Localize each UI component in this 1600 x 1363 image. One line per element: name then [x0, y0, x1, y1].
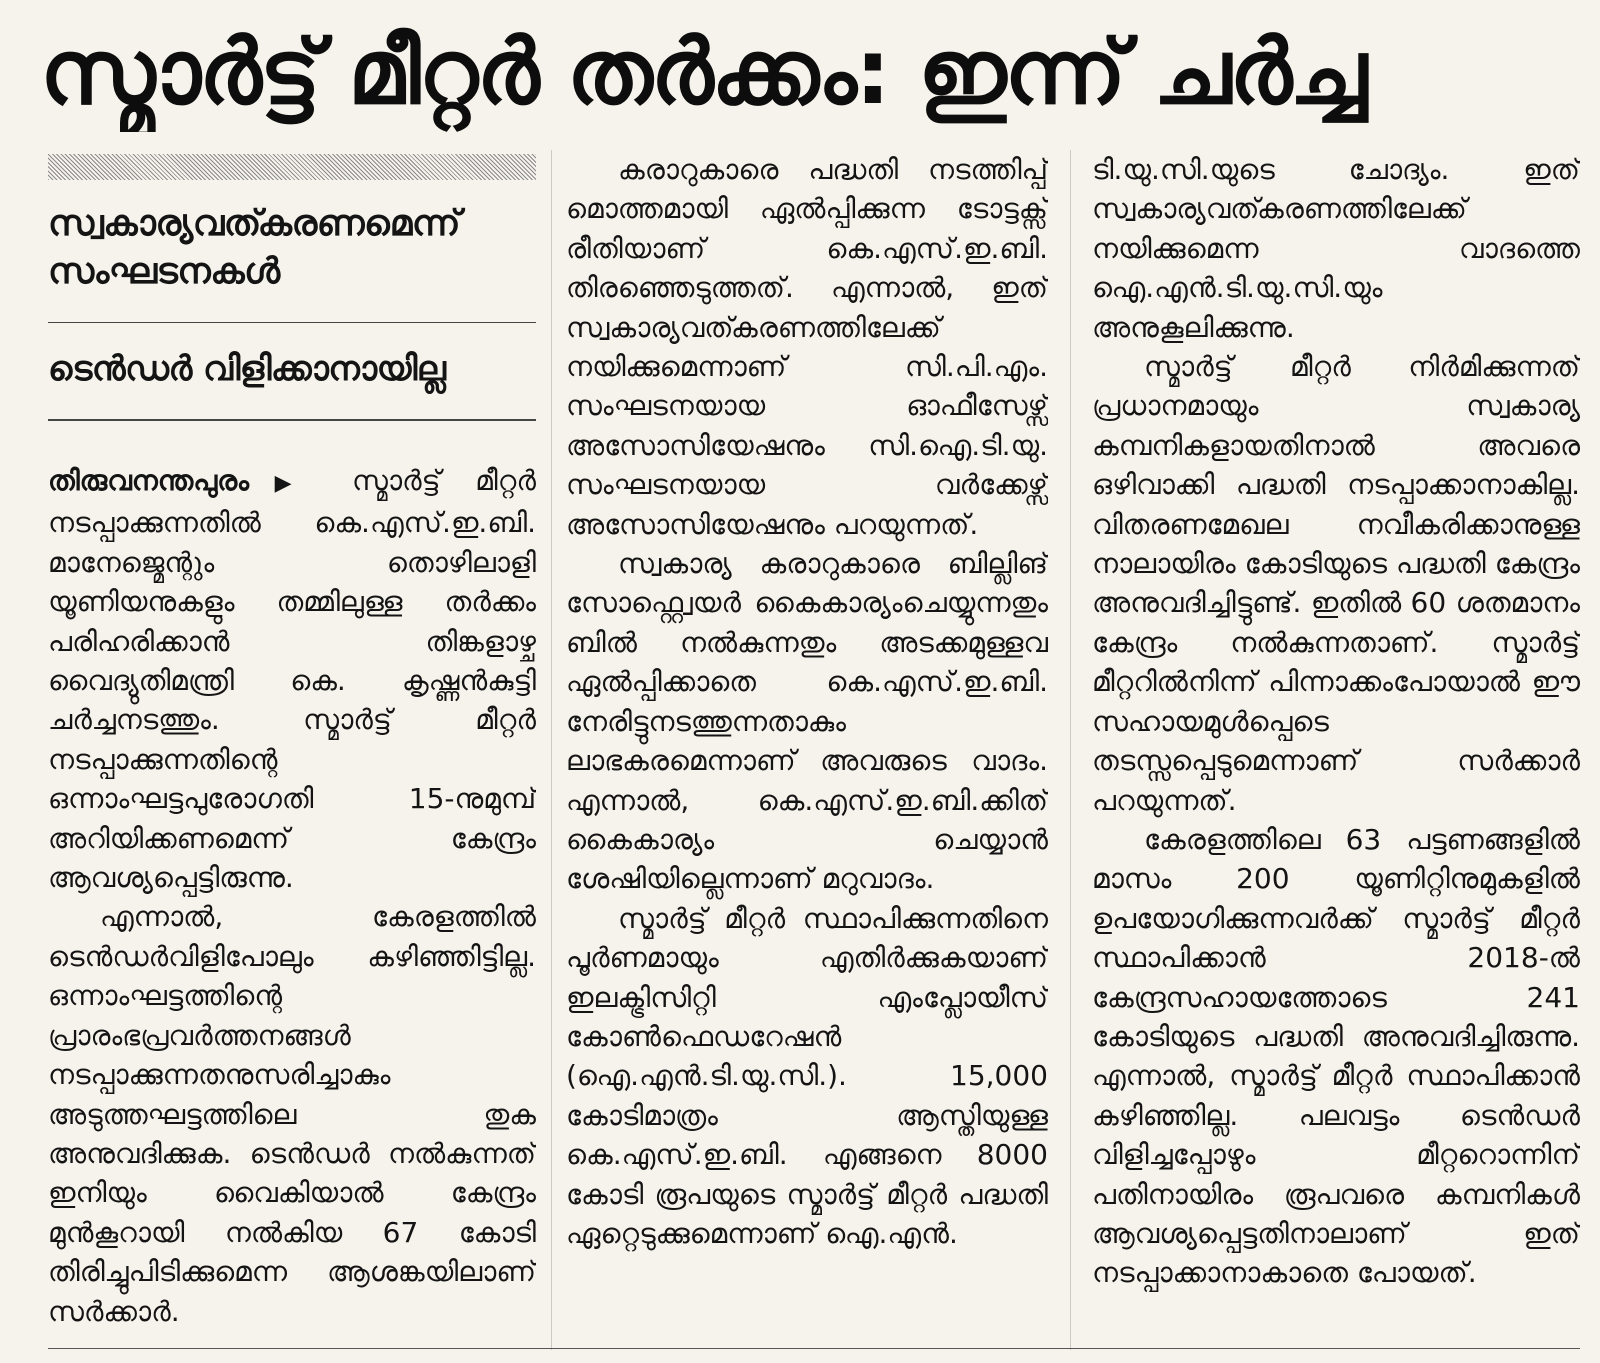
- article-column-1: [48, 150, 536, 1350]
- paragraph-text: സ്മാർട്ട് മീറ്റർ നടപ്പാക്കുന്നതിൽ കെ.എസ്.ഇ.ബി. മാനേജ്മെന്റും തൊഴിലാളി യൂണിയനുകളും തമ്മിലുള്ള തർക്കം പരിഹരിക്കാൻ തിങ്കളാഴ്ച വൈദ്യുതിമന്ത്രി കെ. കൃഷ്ണൻകുട്ടി ചർച്ചനടത്തും. സ്മാർട്ട് മീറ്റർ നടപ്പാക്കുന്നതിന്റെ ഒന്നാംഘട്ടപുരോഗതി 15-നുമുമ്പ് അറിയിക്കണമെന്ന് കേന്ദ്രം ആവശ്യപ്പെട്ടിരുന്നു.: [48, 464, 536, 895]
- article-column-2: [566, 150, 1048, 1350]
- article-paragraph: സ്മാർട്ട് മീറ്റർ നിർമിക്കുന്നത് പ്രധാനമായും സ്വകാര്യ കമ്പനികളായതിനാൽ അവരെ ഒഴിവാക്കി പദ്ധതി നടപ്പാക്കാനാകില്ല. വിതരണമേഖല നവീകരിക്കാനുള്ള നാലായിരം കോടിയുടെ പദ്ധതി കേന്ദ്രം അനുവദിച്ചിട്ടുണ്ട്. ഇതിൽ 60 ശതമാനം കേന്ദ്രം നൽകുന്നതാണ്. സ്മാർട്ട് മീറ്ററിൽനിന്ന് പിന്നാക്കംപോയാൽ ഈ സഹായമുൾപ്പെടെ തടസ്സപ്പെടുമെന്നാണ് സർക്കാർ പറയുന്നത്.: [1092, 350, 1580, 817]
- headline: സ്മാർട്ട് മീറ്റർ തർക്കം: ഇന്ന് ചർച്ച: [40, 20, 1366, 125]
- shaded-separator: [48, 154, 536, 180]
- subheadline-tender: ടെൻഡർ വിളിക്കാനായില്ല: [48, 349, 446, 389]
- column-divider: [1070, 150, 1071, 1350]
- article-paragraph: സ്മാർട്ട് മീറ്റർ സ്ഥാപിക്കുന്നതിനെ പൂർണമായും എതിർക്കുകയാണ് ഇലക്ട്രിസിറ്റി എംപ്ലോയീസ് കോൺഫെഡറേഷൻ (ഐ.എൻ.ടി.യു.സി.). 15,000 കോടിമാത്രം ആസ്തിയുള്ള കെ.എസ്.ഇ.ബി. എങ്ങനെ 8000 കോടി രൂപയുടെ സ്മാർട്ട് മീറ്റർ പദ്ധതി ഏറ്റെടുക്കുമെന്നാണ് ഐ.എൻ.: [566, 901, 1048, 1250]
- divider: [48, 322, 536, 323]
- column-divider: [551, 150, 552, 1350]
- dateline: തിരുവനന്തപുരം: [48, 464, 249, 497]
- subheadline-privatization: സ്വകാര്യവത്കരണമെന്ന് സംഘടനകൾ: [48, 203, 460, 292]
- article-column-3: [1092, 150, 1580, 1350]
- article-paragraph: കേരളത്തിലെ 63 പട്ടണങ്ങളിൽ മാസം 200 യൂണിറ്റിനുമുകളിൽ ഉപയോഗിക്കുന്നവർക്ക് സ്മാർട്ട് മീറ്റർ സ്ഥാപിക്കാൻ 2018-ൽ കേന്ദ്രസഹായത്തോടെ 241 കോടിയുടെ പദ്ധതി അനുവദിച്ചിരുന്നു. എന്നാൽ, സ്മാർട്ട് മീറ്റർ സ്ഥാപിക്കാൻ കഴിഞ്ഞില്ല. പലവട്ടം ടെൻഡർ വിളിച്ചപ്പോഴും മീറ്ററൊന്നിന് പതിനായിരം രൂപവരെ കമ്പനികൾ ആവശ്യപ്പെട്ടതിനാലാണ് ഇത് നടപ്പാക്കാനാകാതെ പോയത്.: [1092, 822, 1580, 1290]
- divider: [48, 419, 536, 421]
- article-paragraph: സ്വകാര്യ കരാറുകാരെ ബില്ലിങ് സോഫ്റ്റ്വെയർ കൈകാര്യംചെയ്യുന്നതും ബിൽ നൽകുന്നതും അടക്കമുള്ളവ ഏൽപ്പിക്കാതെ കെ.എസ്.ഇ.ബി. നേരിട്ടുനടത്തുന്നതാകും ലാഭകരമെന്നാണ് അവരുടെ വാദം. എന്നാൽ, കെ.എസ്.ഇ.ബി.ക്കിത് കൈകാര്യം ചെയ്യാൻ ശേഷിയില്ലെന്നാണ് മറുവാദം.: [566, 547, 1048, 896]
- article-paragraph: എന്നാൽ, കേരളത്തിൽ ടെൻഡർവിളിപോലും കഴിഞ്ഞിട്ടില്ല. ഒന്നാംഘട്ടത്തിന്റെ പ്രാരംഭപ്രവർത്തനങ്ങൾ നടപ്പാക്കുന്നതനുസരിച്ചാകും അടുത്തഘട്ടത്തിലെ തുക അനുവദിക്കുക. ടെൻഡർ നൽകുന്നത് ഇനിയും വൈകിയാൽ കേന്ദ്രം മുൻകൂറായി നൽകിയ 67 കോടി തിരിച്ചുപിടിക്കുമെന്ന ആശങ്കയിലാണ് സർക്കാർ.: [48, 900, 536, 1328]
- dateline-arrow-icon: ▶: [248, 471, 318, 496]
- article-paragraph: [48, 461, 536, 897]
- bottom-rule: [48, 1348, 1580, 1349]
- article-paragraph: ടി.യു.സി.യുടെ ചോദ്യം. ഇത് സ്വകാര്യവത്കരണത്തിലേക്ക് നയിക്കുമെന്ന വാദത്തെ ഐ.എൻ.ടി.യു.സി.യും അനുകൂലിക്കുന്നു.: [1092, 153, 1580, 344]
- article-paragraph: കരാറുകാരെ പദ്ധതി നടത്തിപ്പ് മൊത്തമായി ഏൽപ്പിക്കുന്ന ടോട്ടക്സ് രീതിയാണ് കെ.എസ്.ഇ.ബി. തിരഞ്ഞെടുത്തത്. എന്നാൽ, ഇത് സ്വകാര്യവത്കരണത്തിലേക്ക് നയിക്കുമെന്നാണ് സി.പി.എം. സംഘടനയായ ഓഫീസേഴ്സ് അസോസിയേഷനും സി.ഐ.ടി.യു. സംഘടനയായ വർക്കേഴ്സ് അസോസിയേഷനും പറയുന്നത്.: [566, 153, 1048, 541]
